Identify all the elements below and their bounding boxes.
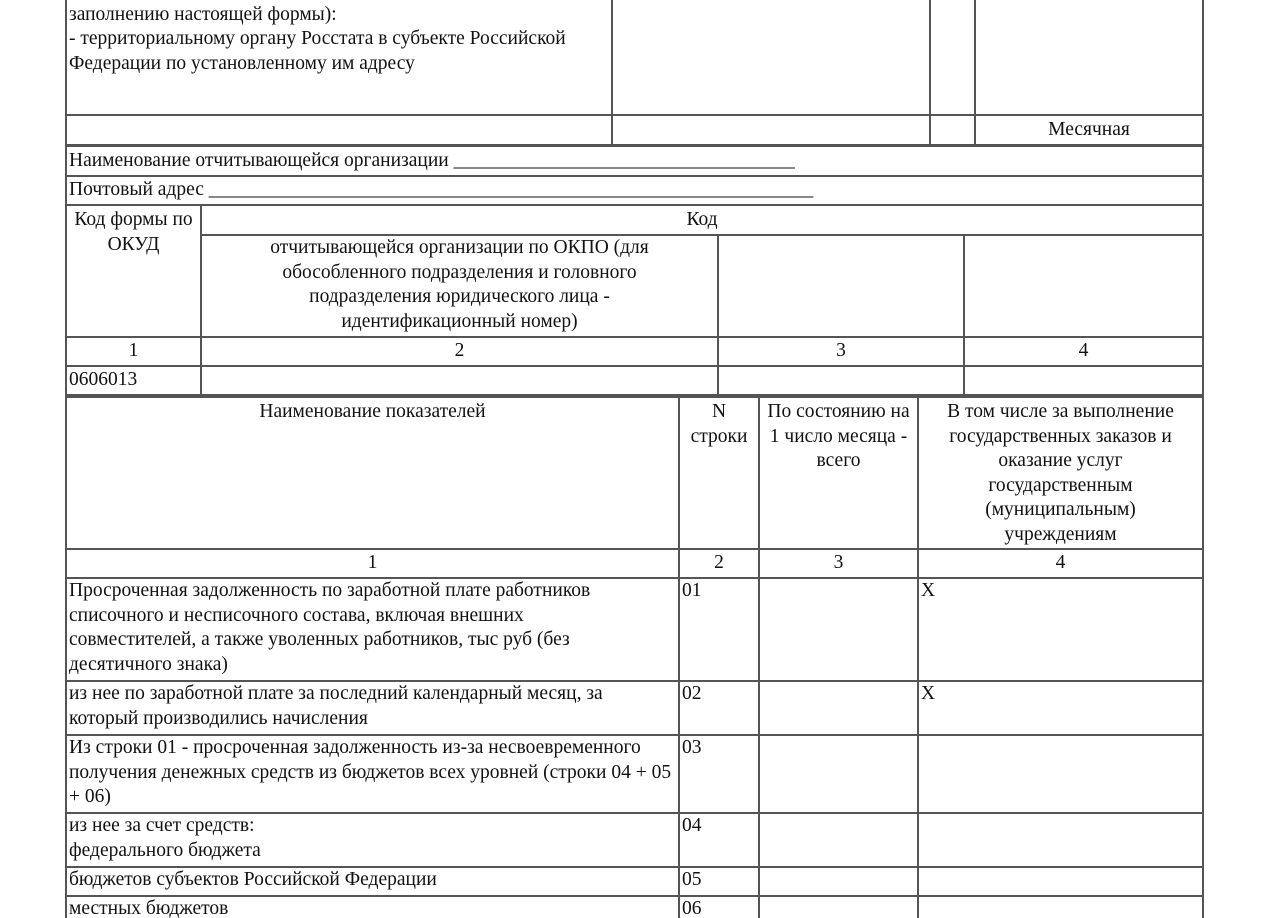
okpo-value[interactable] bbox=[201, 366, 718, 395]
respondents-text: заполнению настоящей формы): - территориальному органу Росстата в субъекте Российской Федерации по установленному им адресу bbox=[66, 0, 612, 115]
codes-colnum-1: 1 bbox=[66, 337, 201, 366]
row-line-number: 04 bbox=[679, 813, 759, 867]
codes-value-3[interactable] bbox=[718, 366, 964, 395]
periodicity-label: Месячная bbox=[975, 115, 1203, 145]
table-row bbox=[66, 681, 1203, 735]
okud-value: 0606013 bbox=[66, 366, 201, 395]
table-row bbox=[66, 735, 1203, 813]
row-line-number: 02 bbox=[679, 681, 759, 735]
col-header-total: По состоянию на 1 число месяца - всего bbox=[759, 397, 918, 549]
codes-colnum-3: 3 bbox=[718, 337, 964, 366]
row-total-value[interactable] bbox=[759, 681, 918, 735]
codes-colnum-4: 4 bbox=[964, 337, 1203, 366]
org-name-line: Наименование отчитывающейся организации ___________________________________ bbox=[66, 146, 1203, 176]
header-empty-bottom-1 bbox=[66, 115, 612, 145]
row-name: местных бюджетов bbox=[66, 896, 679, 918]
codes-colnum-2: 2 bbox=[201, 337, 718, 366]
col-header-state: В том числе за выполнение государственных заказов и оказание услуг государственным (муниципальным) учреждениям bbox=[918, 397, 1203, 549]
row-total-value[interactable] bbox=[759, 896, 918, 918]
approval-lines bbox=[975, 0, 1203, 115]
row-name: из нее за счет средств: федерального бюджета bbox=[66, 813, 679, 867]
row-line-number: 03 bbox=[679, 735, 759, 813]
row-total-value[interactable] bbox=[759, 735, 918, 813]
indicators-table bbox=[65, 396, 1204, 918]
row-state-value[interactable] bbox=[918, 735, 1203, 813]
row-line-number: 06 bbox=[679, 896, 759, 918]
row-state-value[interactable] bbox=[918, 896, 1203, 918]
row-state-value[interactable] bbox=[918, 813, 1203, 867]
header-table bbox=[65, 0, 1204, 146]
row-state-value[interactable] bbox=[918, 867, 1203, 896]
codes-table bbox=[65, 204, 1204, 396]
row-total-value[interactable] bbox=[759, 578, 918, 681]
main-colnum-1: 1 bbox=[66, 549, 679, 578]
kod-header: Код bbox=[201, 205, 1203, 235]
header-empty-bottom-2 bbox=[612, 115, 930, 145]
header-narrow-cell bbox=[930, 0, 975, 115]
header-empty-bottom-3 bbox=[930, 115, 975, 145]
row-name: Просроченная задолженность по заработной плате работников списочного и несписочного состава, включая внешних совместителей, а также уволенных работников, тыс руб (без десятичного знака) bbox=[66, 578, 679, 681]
org-address-line: Почтовый адрес ______________________________________________________________ bbox=[66, 176, 1203, 205]
row-state-value[interactable]: X bbox=[918, 578, 1203, 681]
org-table bbox=[65, 145, 1204, 206]
table-row bbox=[66, 896, 1203, 918]
main-colnum-3: 3 bbox=[759, 549, 918, 578]
row-state-value[interactable]: X bbox=[918, 681, 1203, 735]
row-name: Из строки 01 - просроченная задолженность из-за несвоевременного получения денежных средств из бюджетов всех уровней (строки 04 + 05 + 06) bbox=[66, 735, 679, 813]
table-row bbox=[66, 578, 1203, 681]
codes-header-col3 bbox=[718, 235, 964, 337]
okpo-header: отчитывающейся организации по ОКПО (для обособленного подразделения и головного подразделения юридического лица - идентификационный номер) bbox=[201, 235, 718, 337]
row-line-number: 05 bbox=[679, 867, 759, 896]
main-colnum-2: 2 bbox=[679, 549, 759, 578]
row-total-value[interactable] bbox=[759, 813, 918, 867]
okud-header: Код формы по ОКУД bbox=[66, 205, 201, 337]
col-header-name: Наименование показателей bbox=[66, 397, 679, 549]
row-total-value[interactable] bbox=[759, 867, 918, 896]
table-row bbox=[66, 813, 1203, 867]
col-header-line: N строки bbox=[679, 397, 759, 549]
table-row bbox=[66, 867, 1203, 896]
codes-header-col4 bbox=[964, 235, 1203, 337]
header-blank-cell bbox=[612, 0, 930, 115]
row-line-number: 01 bbox=[679, 578, 759, 681]
main-colnum-4: 4 bbox=[918, 549, 1203, 578]
row-name: из нее по заработной плате за последний календарный месяц, за который производились начисления bbox=[66, 681, 679, 735]
codes-value-4[interactable] bbox=[964, 366, 1203, 395]
row-name: бюджетов субъектов Российской Федерации bbox=[66, 867, 679, 896]
